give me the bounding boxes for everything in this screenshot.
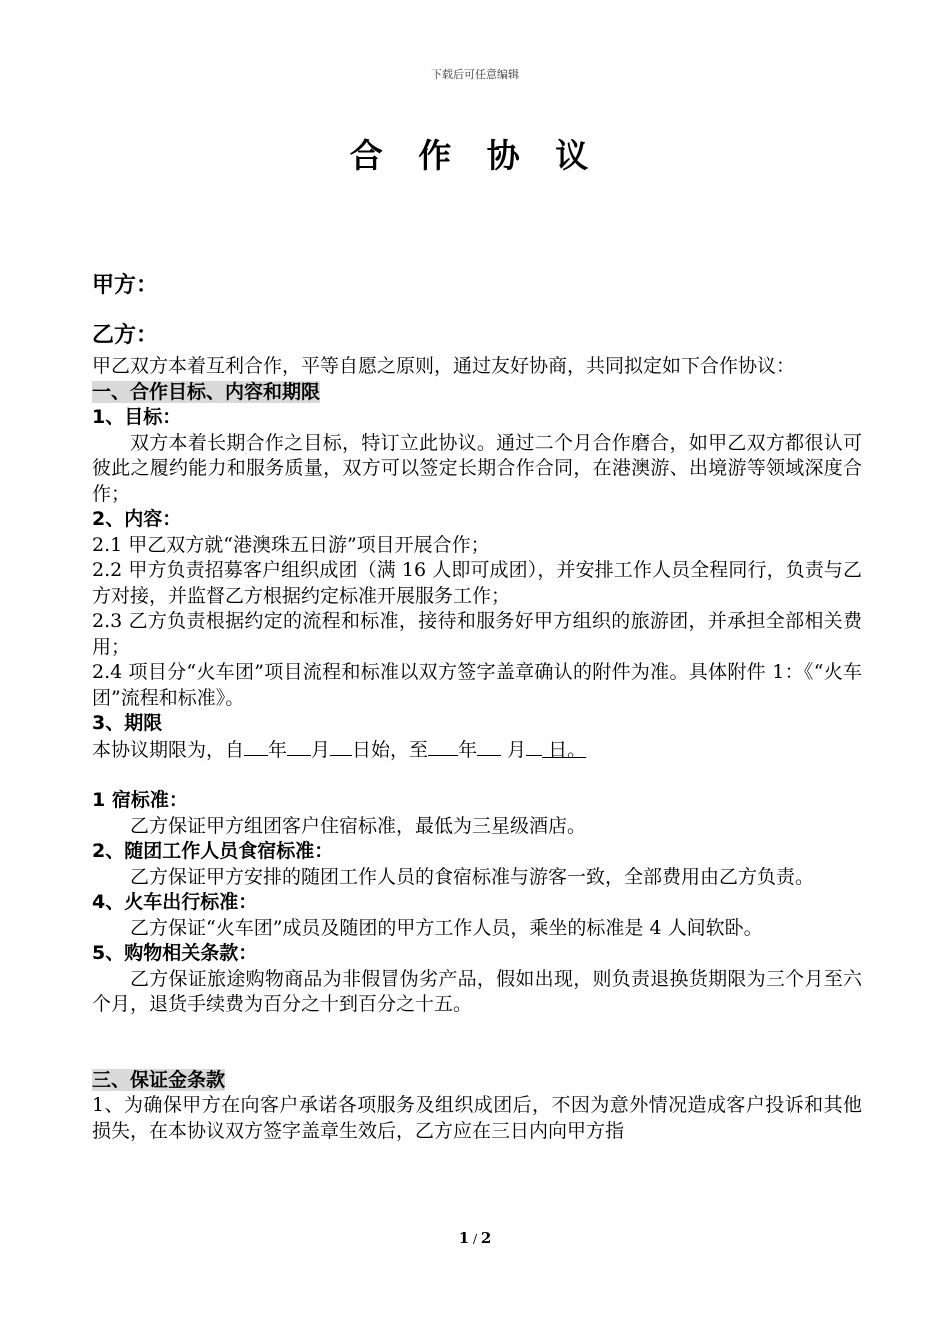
party-a-label: 甲方： xyxy=(92,273,159,298)
item-2-3: 2.3 乙方负责根据约定的流程和标准，接待和服务好甲方组织的旅游团，并承担全部相关费用； xyxy=(92,610,862,658)
term-day-1: 日始，至 xyxy=(352,738,429,761)
item-2-2: 2.2 甲方负责招募客户组织成团（满 16 人即可成团），并安排工作人员全程同行，负责与乙方对接，并监督乙方根据约定标准开展服务工作； xyxy=(92,559,862,607)
header-note: 下载后可任意编辑 xyxy=(431,68,519,81)
section-3-heading: 三、保证金条款 xyxy=(92,1068,226,1091)
term-month-1: 月 xyxy=(311,738,331,761)
staff-paragraph: 乙方保证甲方安排的随团工作人员的食宿标准与游客一致，全部费用由乙方负责。 xyxy=(130,865,815,888)
year-blank-2 xyxy=(428,737,458,756)
page-total: 2 xyxy=(480,1229,492,1247)
month-blank-1 xyxy=(287,737,311,756)
deposit-paragraph: 1、为确保甲方在向客户承诺各项服务及组织成团后，不因为意外情况造成客户投诉和其他损失，在本协议双方签字盖章生效后，乙方应在三日内向甲方指 xyxy=(92,1094,862,1142)
term-line xyxy=(92,737,862,764)
shopping-paragraph: 乙方保证旅途购物商品为非假冒伪劣产品，假如出现，则负责退换货期限为三个月至六个月，退货手续费为百分之十到百分之十五。 xyxy=(92,967,862,1015)
month-blank-2 xyxy=(477,737,501,756)
term-prefix: 本协议期限为，自 xyxy=(92,738,245,761)
item-2-1: 2.1 甲乙双方就“港澳珠五日游”项目开展合作； xyxy=(92,533,490,556)
train-heading: 4、火车出行标准： xyxy=(92,891,258,913)
lodging-paragraph: 乙方保证甲方组团客户住宿标准，最低为三星级酒店。 xyxy=(130,814,587,837)
document-title: 合 作 协 议 xyxy=(349,136,601,175)
page-separator: / xyxy=(469,1232,481,1246)
train-paragraph: 乙方保证“火车团”成员及随团的甲方工作人员，乘坐的标准是 4 人间软卧。 xyxy=(130,916,763,939)
term-heading: 3、期限 xyxy=(92,712,163,734)
goal-heading: 1、目标： xyxy=(92,406,182,428)
day-blank-1 xyxy=(330,737,352,756)
item-2-4: 2.4 项目分“火车团”项目流程和标准以双方签字盖章确认的附件为准。具体附件 1：《“火车团”流程和标准》。 xyxy=(92,661,862,709)
document-body xyxy=(92,354,862,1144)
term-year-1: 年 xyxy=(268,738,288,761)
intro-paragraph: 甲乙双方本着互利合作，平等自愿之原则，通过友好协商，共同拟定如下合作协议： xyxy=(92,355,796,377)
page-current: 1 xyxy=(458,1229,470,1247)
staff-heading: 2、随团工作人员食宿标准： xyxy=(92,840,334,862)
goal-paragraph: 双方本着长期合作之目标，特订立此协议。通过二个月合作磨合，如甲乙双方都很认可彼此之履约能力和服务质量，双方可以签定长期合作合同，在港澳游、出境游等领域深度合作； xyxy=(92,431,862,505)
term-day-2: 日。 xyxy=(542,738,587,761)
year-blank-1 xyxy=(244,737,268,756)
lodging-heading: 1 宿标准： xyxy=(92,789,188,811)
page-number xyxy=(0,1229,950,1247)
term-year-2: 年 xyxy=(458,738,478,761)
day-blank-2 xyxy=(526,737,542,756)
shopping-heading: 5、购物相关条款： xyxy=(92,942,258,964)
party-b-label: 乙方： xyxy=(92,323,159,348)
section-1-heading: 一、合作目标、内容和期限 xyxy=(92,380,321,403)
term-month-2: 月 xyxy=(501,738,527,761)
content-heading: 2、内容： xyxy=(92,508,182,530)
